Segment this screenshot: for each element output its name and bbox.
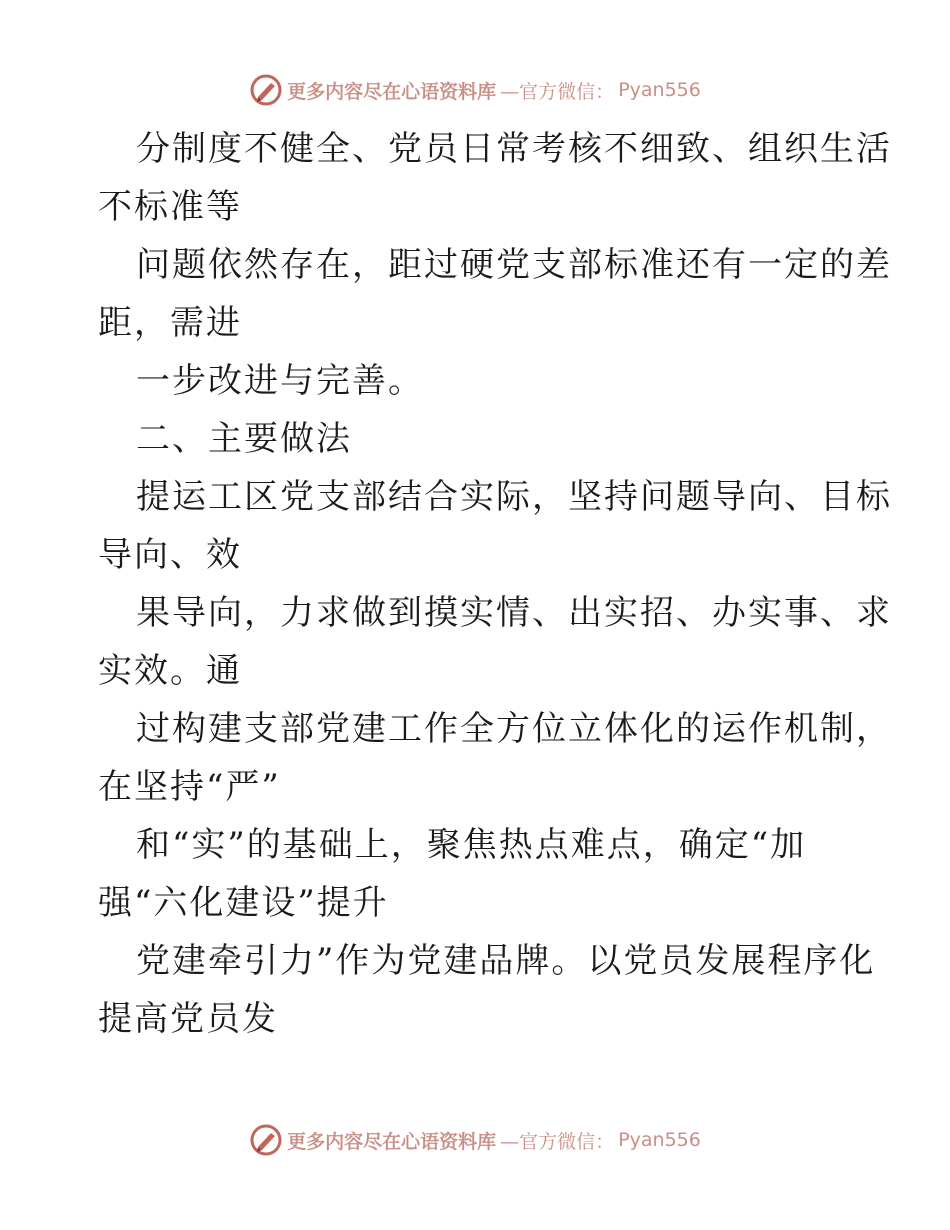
text-line: 果导向，力求做到摸实情、出实招、办实事、求 <box>136 593 892 633</box>
text-line: 实效。通 <box>98 651 242 691</box>
pen-logo-icon <box>249 1123 283 1157</box>
watermark-footer <box>0 1120 950 1160</box>
text-line: 在坚持“严” <box>98 767 281 807</box>
watermark-brand: 更多内容尽在心语资料库 <box>287 80 497 103</box>
pen-logo-icon <box>249 73 283 107</box>
document-body <box>98 120 892 1048</box>
text-line: 不标准等 <box>98 187 242 227</box>
section-heading: 二、主要做法 <box>136 419 352 459</box>
text-line: 问题依然存在，距过硬党支部标准还有一定的差 <box>136 245 892 285</box>
watermark-id: Pyan556 <box>618 1129 701 1151</box>
text-line: 提运工区党支部结合实际，坚持问题导向、目标 <box>136 477 892 517</box>
text-line: 过构建支部党建工作全方位立体化的运作机制， <box>136 709 892 749</box>
watermark-sub: —官方微信： <box>500 80 615 103</box>
text-line: 分制度不健全、党员日常考核不细致、组织生活 <box>136 129 892 169</box>
watermark-sub: —官方微信： <box>500 1130 615 1153</box>
text-line: 和“实”的基础上，聚焦热点难点，确定“加 <box>136 825 807 865</box>
text-line: 党建牵引力”作为党建品牌。以党员发展程序化 <box>136 941 876 981</box>
watermark-brand: 更多内容尽在心语资料库 <box>287 1130 497 1153</box>
text-line: 导向、效 <box>98 535 242 575</box>
watermark-header <box>0 70 950 110</box>
watermark-id: Pyan556 <box>618 79 701 101</box>
text-line: 提高党员发 <box>98 999 278 1039</box>
text-line: 距，需进 <box>98 303 242 343</box>
text-line: 一步改进与完善。 <box>136 361 424 401</box>
text-line: 强“六化建设”提升 <box>98 883 389 923</box>
